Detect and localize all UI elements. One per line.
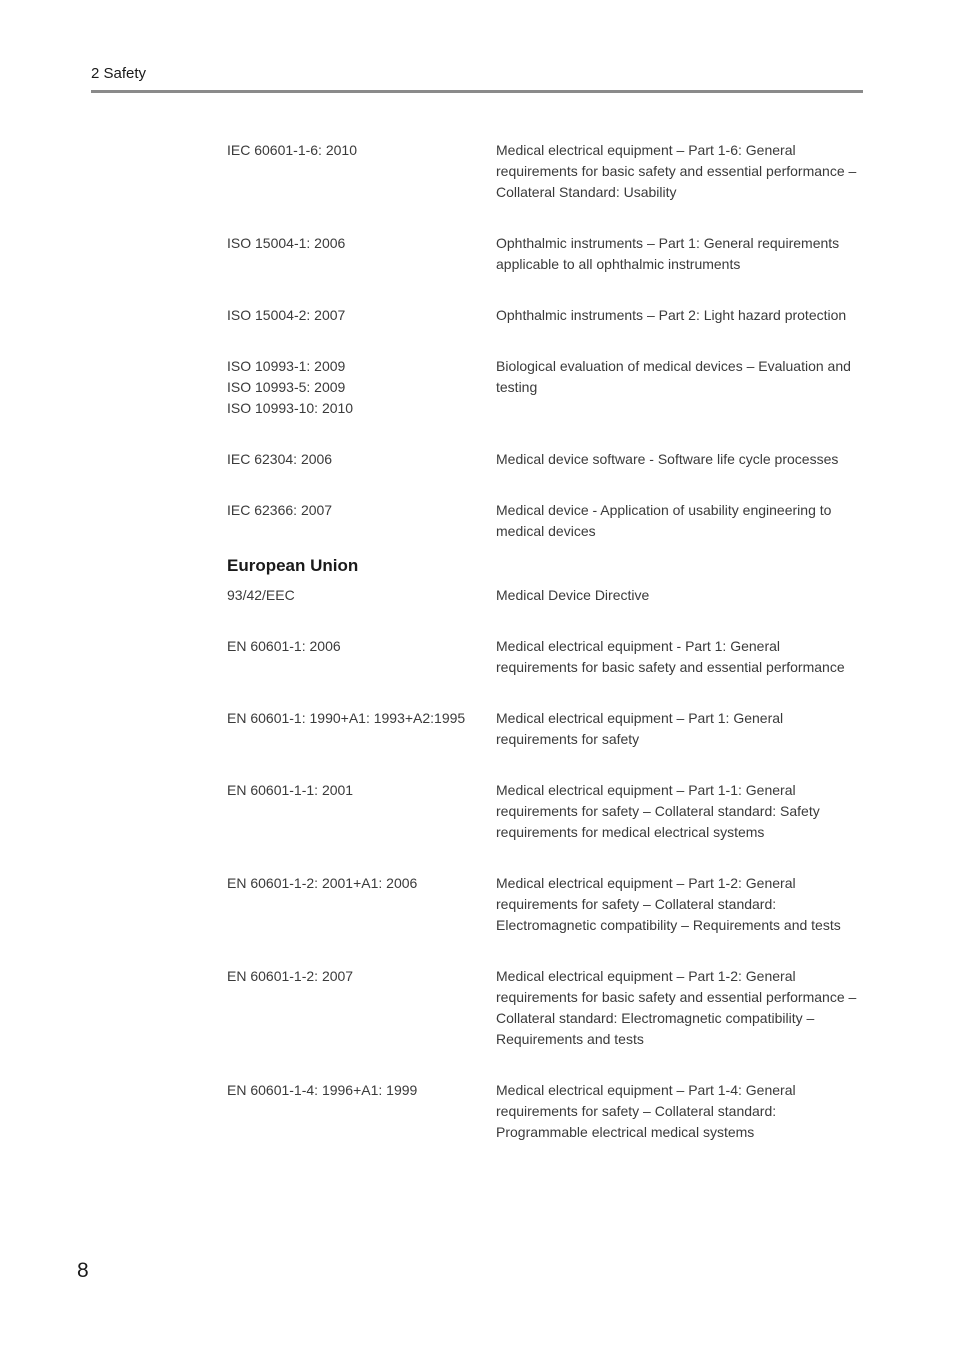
standard-description: Ophthalmic instruments – Part 2: Light hazard protection	[496, 307, 847, 323]
chapter-title: 2 Safety	[91, 65, 147, 82]
standard-code	[227, 140, 487, 161]
standard-code-line: EN 60601-1: 1990+A1: 1993+A2:1995	[227, 710, 466, 726]
standard-code	[227, 585, 487, 606]
standard-code	[227, 500, 487, 521]
standard-description: Medical Device Directive	[496, 587, 650, 603]
standard-code-line: EN 60601-1-1: 2001	[227, 782, 354, 798]
standard-description: Medical electrical equipment – Part 1-2: General requirements for safety – Collateral standard: Electromagnetic compatibility – Requirements and tests	[496, 875, 841, 933]
standard-code-line: ISO 15004-1: 2006	[227, 235, 346, 251]
standard-code	[227, 708, 487, 729]
standard-code-line: ISO 10993-1: 2009	[227, 358, 346, 374]
page-header	[91, 64, 863, 93]
standard-code	[227, 636, 487, 657]
standard-code-line: ISO 10993-5: 2009	[227, 379, 346, 395]
standard-code-line: ISO 15004-2: 2007	[227, 307, 346, 323]
standard-code	[227, 1080, 487, 1101]
standard-code	[227, 233, 487, 254]
standard-description: Medical electrical equipment - Part 1: General requirements for basic safety and essential performance	[496, 638, 845, 675]
standard-code-line: EN 60601-1-2: 2001+A1: 2006	[227, 875, 418, 891]
standard-code-line: IEC 62366: 2007	[227, 502, 333, 518]
standard-code-line: EN 60601-1-2: 2007	[227, 968, 354, 984]
standard-description: Ophthalmic instruments – Part 1: General requirements applicable to all ophthalmic instruments	[496, 235, 840, 272]
standard-description: Medical device - Application of usability engineering to medical devices	[496, 502, 832, 539]
standard-code	[227, 966, 487, 987]
standard-code-line: 93/42/EEC	[227, 587, 295, 603]
standard-code-line: EN 60601-1: 2006	[227, 638, 341, 654]
standard-description: Medical electrical equipment – Part 1-1: General requirements for safety – Collateral standard: Safety requirements for medical electrical systems	[496, 782, 820, 840]
standard-code	[227, 356, 487, 419]
section-heading: European Union	[227, 556, 359, 575]
standard-code	[227, 305, 487, 326]
standard-description: Medical electrical equipment – Part 1-4: General requirements for safety – Collateral standard: Programmable electrical medical systems	[496, 1082, 796, 1140]
standard-code	[227, 873, 487, 894]
standard-code-line: EN 60601-1-4: 1996+A1: 1999	[227, 1082, 418, 1098]
standard-description: Biological evaluation of medical devices – Evaluation and testing	[496, 358, 851, 395]
standard-code-line: IEC 62304: 2006	[227, 451, 333, 467]
standard-code	[227, 449, 487, 470]
standard-code	[227, 780, 487, 801]
standard-description: Medical electrical equipment – Part 1-6: General requirements for basic safety and essential performance – Collateral Standard: Usability	[496, 142, 857, 200]
standard-code-line: ISO 10993-10: 2010	[227, 400, 354, 416]
standard-code-line: IEC 60601-1-6: 2010	[227, 142, 357, 158]
standard-description: Medical device software - Software life cycle processes	[496, 451, 839, 467]
standard-description: Medical electrical equipment – Part 1: General requirements for safety	[496, 710, 784, 747]
page-number: 8	[77, 1259, 89, 1282]
standard-description: Medical electrical equipment – Part 1-2: General requirements for basic safety and essential performance – Collateral standard: Electromagnetic compatibility – Requirements and tests	[496, 968, 857, 1047]
